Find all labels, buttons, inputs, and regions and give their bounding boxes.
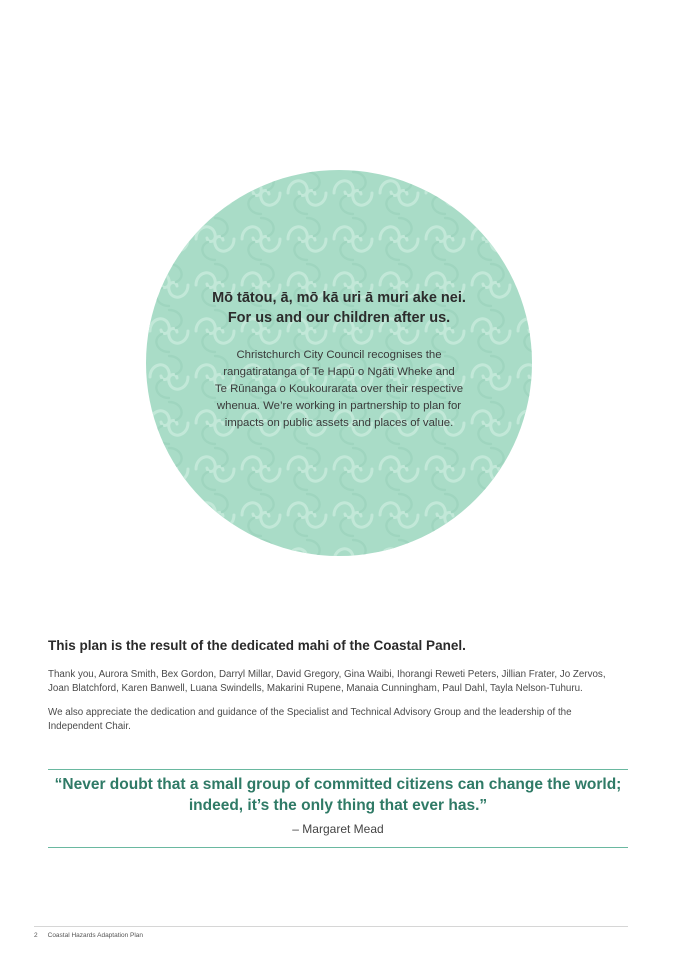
footer-divider	[34, 926, 628, 927]
appreciation-paragraph	[48, 706, 628, 734]
appreciation-line: We also appreciate the dedication and guidance of the Specialist and Technical Advisory Group and the leadership of the	[48, 707, 572, 718]
intro-body-line: Te Rūnanga o Koukourarata over their respective	[214, 383, 464, 395]
page-number: 2	[34, 932, 38, 939]
quote-attribution: – Margaret Mead	[292, 822, 384, 836]
intro-circle	[146, 170, 532, 556]
intro-heading	[166, 288, 512, 328]
quote-line: indeed, it’s the only thing that ever has.”	[188, 797, 488, 814]
intro-body-line: impacts on public assets and places of value.	[224, 417, 454, 429]
quote	[48, 774, 628, 816]
document-title: Coastal Hazards Adaptation Plan	[47, 932, 144, 939]
intro-body	[186, 347, 492, 432]
page-footer	[34, 932, 143, 939]
quote-bottom-divider	[48, 847, 628, 848]
intro-body-line: Christchurch City Council recognises the	[236, 349, 442, 361]
appreciation-line: Independent Chair.	[48, 721, 131, 732]
thanks-paragraph	[48, 668, 628, 696]
intro-body-line: rangatiratanga of Te Hapū o Ngāti Wheke and	[223, 366, 455, 378]
thanks-line: Thank you, Aurora Smith, Bex Gordon, Darryl Millar, David Gregory, Gina Waibi, Ihorangi Reweti Peters, Jillian Frater, Jo Zervos,	[48, 669, 606, 680]
intro-heading-line: Mō tātou, ā, mō kā uri ā muri ake nei.	[212, 290, 466, 306]
intro-heading-line: For us and our children after us.	[227, 310, 451, 326]
thanks-line: Joan Blatchford, Karen Banwell, Luana Swindells, Makarini Rupene, Manaia Cunningham, Paul Dahl, Tayla Nelson-Tuhuru.	[48, 683, 583, 694]
intro-body-line: whenua. We’re working in partnership to plan for	[216, 400, 462, 412]
quote-line: “Never doubt that a small group of committed citizens can change the world;	[54, 776, 622, 793]
quote-top-divider	[48, 769, 628, 770]
panel-title: This plan is the result of the dedicated mahi of the Coastal Panel.	[48, 638, 466, 653]
